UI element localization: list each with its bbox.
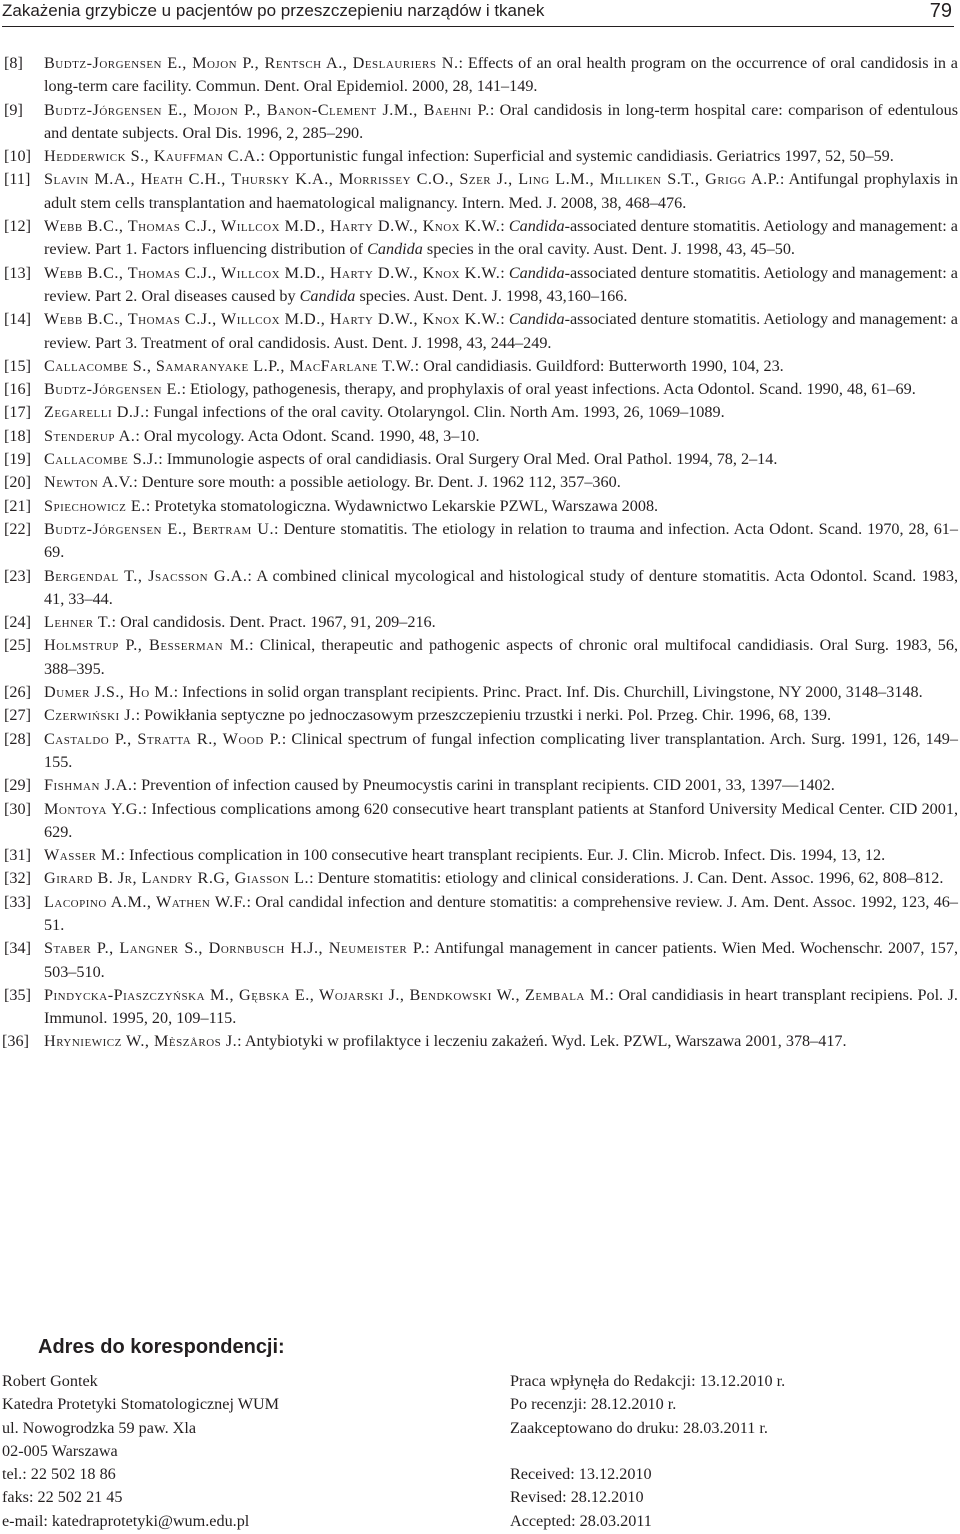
reference-number: [22] (4, 519, 31, 538)
reference-item (4, 168, 958, 215)
reference-number: [18] (4, 426, 31, 445)
running-title: Zakażenia grzybicze u pacjentów po przeszczepieniu narządów i tkanek (2, 1, 545, 20)
reference-text: : Infectious complication in 100 consecutive heart transplant recipients. Eur. J. Clin. Microb. Infect. Dis. 1994, 13, 12. (120, 846, 886, 865)
reference-authors: Zegarelli D.J. (44, 403, 145, 422)
reference-text: : Oral candidosis in long-term hospital care: comparison of edentulous and dentate subjects. Oral Dis. 1996, 2, 285–290. (44, 100, 958, 142)
reference-italic-term: Candida (367, 240, 423, 259)
reference-item (4, 262, 958, 309)
reference-item (4, 425, 958, 448)
correspondence-heading: Adres do korespondencji: (38, 1336, 285, 1358)
reference-item (4, 565, 958, 612)
reference-number: [23] (4, 566, 31, 585)
reference-authors: Lacopino A.M., Wathen W.F. (44, 892, 247, 911)
reference-number: [13] (4, 263, 31, 282)
reference-text: : Effects of an oral health program on the occurrence of oral candidosis in a long-term care facility. Commun. Dent. Oral Epidemiol. 2000, 28, 141–149. (44, 54, 958, 96)
department: Katedra Protetyki Stomatologicznej WUM (2, 1395, 280, 1414)
reference-number: [30] (4, 799, 31, 818)
reference-text: : (500, 310, 509, 329)
reference-authors: Hedderwick S., Kauffman C.A. (44, 147, 261, 166)
reference-authors: Budtz-Jorgensen E., Mojon P., Rentsch A., Deslauriers N. (44, 54, 459, 72)
date-revised-pl: Po recenzji: 28.12.2010 r. (510, 1395, 677, 1414)
submission-dates (510, 1370, 785, 1533)
reference-text: species. Aust. Dent. J. 1998, 43,160–166. (355, 286, 628, 305)
reference-text: : Oral candidiasis in heart transplant recipiens. Pol. J. Immunol. 1995, 20, 109–115. (44, 985, 958, 1028)
reference-item (4, 518, 958, 565)
reference-authors: Budtz-Jórgensen E., Mojon P., Banon-Clement J.M., Baehni P. (44, 100, 490, 119)
reference-item (4, 99, 958, 146)
city: 02-005 Warszawa (2, 1441, 118, 1460)
reference-number: [20] (4, 473, 31, 492)
reference-item (4, 867, 958, 890)
reference-item (4, 891, 958, 938)
reference-authors: Bergendal T., Jsacsson G.A. (44, 566, 248, 585)
reference-text: species in the oral cavity. Aust. Dent. J. 1998, 43, 45–50. (422, 240, 795, 259)
reference-item (4, 145, 958, 168)
reference-number: [9] (4, 100, 23, 119)
date-accepted-pl: Zaakceptowano do druku: 28.03.2011 r. (510, 1418, 768, 1437)
reference-italic-term: Candida (508, 310, 565, 329)
reference-authors: Slavin M.A., Heath C.H., Thursky K.A., Morrissey C.O., Szer J., Ling L.M., Milliken S.T., Grigg A.P. (44, 170, 780, 189)
reference-number: [32] (4, 869, 31, 888)
reference-authors: Callacombe S., Samaranyake L.P., MacFarlane T.W. (44, 356, 415, 375)
reference-text: : Denture sore mouth: a possible aetiology. Br. Dent. J. 1962 112, 357–360. (133, 473, 621, 492)
reference-text: : Antifungal management in cancer patients. Wien Med. Wochenschr. 2007, 157, 503–510. (44, 939, 958, 981)
reference-number: [10] (4, 147, 31, 166)
reference-number: [12] (4, 217, 31, 236)
reference-number: [33] (4, 892, 31, 911)
reference-number: [26] (4, 683, 31, 702)
reference-item (4, 774, 958, 797)
reference-number: [35] (4, 985, 31, 1004)
reference-authors: Fishman J.A. (44, 776, 133, 795)
reference-number: [29] (4, 776, 31, 795)
reference-text: : (500, 217, 509, 236)
email: e-mail: katedraprotetyki@wum.edu.pl (2, 1511, 250, 1530)
correspondence-address (2, 1370, 279, 1533)
reference-authors: Girard B. Jr, Landry R.G, Giasson L. (44, 869, 310, 888)
reference-item (4, 308, 958, 355)
reference-authors: Dumer J.S., Ho M. (44, 683, 174, 702)
reference-authors: Budtz-Jórgensen E. (44, 380, 182, 399)
reference-italic-term: Candida (299, 286, 356, 305)
reference-text: : Clinical, therapeutic and pathogenic aspects of chronic oral multifocal candidiasis. Oral Surg. 1983, 56, 388–395. (44, 636, 958, 678)
reference-text: : (500, 263, 509, 282)
author-name: Robert Gontek (2, 1372, 98, 1390)
reference-number: [8] (4, 54, 23, 72)
reference-text: : A combined clinical mycological and histological study of denture stomatitis. Acta Odontol. Scand. 1983, 41, 33–44. (44, 566, 958, 608)
reference-text: : Prevention of infection caused by Pneumocystis carini in transplant recipients. CID 2001, 33, 1397––1402. (132, 776, 835, 795)
reference-authors: Webb B.C., Thomas C.J., Willcox M.D., Harty D.W., Knox K.W. (44, 310, 501, 329)
reference-number: [15] (4, 356, 31, 375)
reference-authors: Hryniewicz W., Mèszåros J. (44, 1032, 238, 1051)
reference-authors: Staber P., Langner S., Dornbusch H.J., Neumeister P. (44, 939, 426, 958)
reference-authors: Castaldo P., Stratta R., Wood P. (44, 729, 282, 748)
reference-text: : Immunologie aspects of oral candidiasis. Oral Surgery Oral Med. Oral Pathol. 1994, 78, 2–14. (158, 450, 778, 469)
reference-number: [16] (4, 380, 31, 399)
reference-italic-term: Candida (508, 217, 565, 236)
reference-text: -associated denture stomatitis. Aetiology and management: a review. Part 1. Factors influencing distribution of (44, 217, 958, 259)
date-accepted-en: Accepted: 28.03.2011 (510, 1511, 652, 1530)
running-header (2, 0, 954, 27)
reference-number: [17] (4, 403, 31, 422)
page-number: 79 (929, 0, 952, 22)
reference-authors: Budtz-Jórgensen E., Bertram U. (44, 519, 275, 538)
reference-text: : Protetyka stomatologiczna. Wydawnictwo Lekarskie PZWL, Warszawa 2008. (145, 496, 659, 515)
reference-number: [36] (2, 1032, 29, 1051)
reference-item (4, 378, 958, 401)
reference-item (4, 448, 958, 471)
reference-authors: Newton A.V. (44, 473, 134, 492)
reference-authors: Stenderup A. (44, 426, 136, 445)
reference-text: -associated denture stomatitis. Aetiology and management: a review. Part 3. Treatment of oral candidosis. Aust. Dent. J. 1998, 43, 244–249. (44, 310, 958, 352)
reference-number: [19] (4, 450, 31, 469)
reference-item (4, 1030, 958, 1053)
reference-text: : Denture stomatitis: etiology and clinical considerations. J. Can. Dent. Assoc. 1996, 62, 808–812. (309, 869, 944, 888)
fax: faks: 22 502 21 45 (2, 1488, 123, 1507)
reference-text: -associated denture stomatitis. Aetiology and management: a review. Part 2. Oral diseases caused by (44, 263, 958, 305)
reference-text: : Antybiotyki w profilaktyce i leczeniu zakażeń. Wyd. Lek. PZWL, Warszawa 2001, 378–417. (237, 1032, 847, 1051)
reference-text: : Etiology, pathogenesis, therapy, and prophylaxis of oral yeast infections. Acta Odontol. Scand. 1990, 48, 61–69. (181, 380, 916, 399)
reference-text: : Oral mycology. Acta Odont. Scand. 1990, 48, 3–10. (135, 426, 480, 445)
reference-text: : Clinical spectrum of fungal infection complicating liver transplantation. Arch. Surg. 1991, 126, 149–155. (44, 729, 958, 771)
reference-number: [31] (4, 846, 31, 865)
reference-number: [28] (4, 729, 31, 748)
date-received-pl: Praca wpłynęła do Redakcji: 13.12.2010 r. (510, 1372, 786, 1390)
reference-text: : Opportunistic fungal infection: Superficial and systemic candidiasis. Geriatrics 1997, 52, 50–59. (260, 147, 894, 166)
reference-text: : Antifungal prophylaxis in adult stem cells transplantation and haematological malignancy. Intern. Med. J. 2008, 38, 468–476. (44, 170, 959, 212)
reference-italic-term: Candida (508, 263, 565, 282)
reference-text: : Infectious complications among 620 consecutive heart transplant patients at Stanford University Medical Center. CID 2001, 629. (44, 799, 959, 841)
reference-item (4, 215, 958, 262)
reference-text: : Powikłania septyczne po jednoczasowym przeszczepieniu trzustki i nerki. Pol. Przeg. Chir. 1996, 68, 139. (135, 706, 832, 725)
reference-item (4, 355, 958, 378)
reference-authors: Montoya Y.G. (44, 799, 143, 818)
reference-number: [27] (4, 706, 31, 725)
reference-list (4, 52, 958, 1054)
reference-number: [21] (4, 496, 31, 515)
reference-authors: Callacombe S.J. (44, 450, 159, 469)
reference-authors: Holmstrup P., Besserman M. (44, 636, 250, 655)
date-revised-en: Revised: 28.12.2010 (510, 1488, 644, 1507)
reference-item (4, 611, 958, 634)
reference-authors: Spiechowicz E. (44, 496, 146, 515)
reference-item (4, 728, 958, 775)
reference-item (4, 634, 958, 681)
reference-item (4, 844, 958, 867)
reference-text: : Oral candidiasis. Guildford: Butterworth 1990, 104, 23. (414, 356, 784, 375)
reference-number: [14] (4, 310, 31, 329)
reference-number: [24] (4, 613, 31, 632)
reference-text: : Infections in solid organ transplant recipients. Princ. Pract. Inf. Dis. Churchill, Livingstone, NY 2000, 3148–3148. (173, 683, 923, 702)
reference-number: [34] (4, 939, 31, 958)
reference-item (4, 937, 958, 984)
reference-authors: Czerwiński J. (44, 706, 136, 725)
date-received-en: Received: 13.12.2010 (510, 1465, 652, 1484)
reference-item (4, 495, 958, 518)
reference-item (4, 681, 958, 704)
reference-text: : Oral candidal infection and denture stomatitis: a comprehensive review. J. Am. Dent. Assoc. 1992, 123, 46–51. (44, 892, 958, 934)
street: ul. Nowogrodzka 59 paw. Xla (2, 1418, 197, 1437)
reference-item (4, 984, 958, 1031)
reference-number: [25] (4, 636, 31, 655)
reference-text: : Denture stomatitis. The etiology in relation to trauma and infection. Acta Odont. Scand. 1970, 28, 61–69. (44, 519, 958, 562)
reference-item (4, 401, 958, 424)
reference-item (4, 52, 958, 99)
reference-authors: Webb B.C., Thomas C.J., Willcox M.D., Harty D.W., Knox K.W. (44, 263, 501, 282)
reference-authors: Pindycka-Piaszczyńska M., Gębska E., Wojarski J., Bendkowski W., Zembala M. (44, 985, 610, 1004)
reference-item (4, 471, 958, 494)
reference-authors: Webb B.C., Thomas C.J., Willcox M.D., Harty D.W., Knox K.W. (44, 217, 501, 236)
reference-text: : Oral candidosis. Dent. Pract. 1967, 91, 209–216. (111, 613, 436, 632)
reference-number: [11] (4, 170, 31, 189)
reference-item (4, 704, 958, 727)
reference-authors: Lehner T. (44, 613, 112, 632)
reference-item (4, 798, 958, 845)
phone: tel.: 22 502 18 86 (2, 1465, 116, 1484)
reference-authors: Wasser M. (44, 846, 121, 865)
reference-text: : Fungal infections of the oral cavity. Otolaryngol. Clin. North Am. 1993, 26, 1069–1089. (144, 403, 725, 422)
